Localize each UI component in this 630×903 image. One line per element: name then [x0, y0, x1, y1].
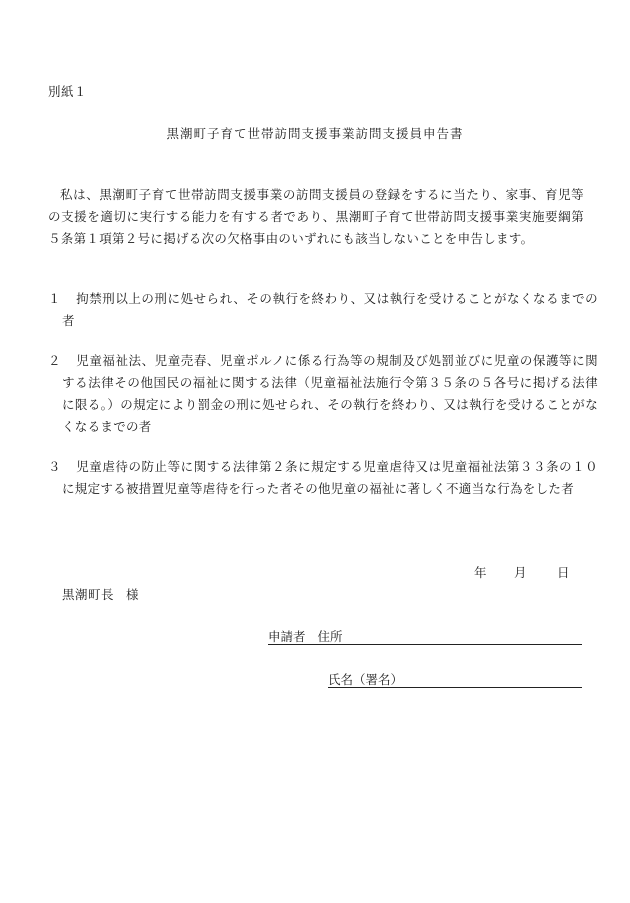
addressee-honorific: 様: [126, 587, 140, 602]
applicant-name-signature-field[interactable]: [328, 670, 582, 688]
item-text: 拘禁刑以上の刑に処せられ、その執行を終わり、又は執行を受けることがなくなるまでの者: [62, 291, 598, 328]
applicant-address-field[interactable]: [268, 627, 582, 645]
disqualification-item-3: [48, 456, 598, 500]
item-number: １: [48, 291, 61, 306]
annex-label: 別紙１: [48, 84, 88, 99]
disqualification-item-1: [48, 288, 598, 332]
addressee: [62, 585, 139, 603]
date-year-label: 年: [474, 565, 487, 580]
disqualification-item-2: [48, 350, 598, 438]
item-text: 児童福祉法、児童売春、児童ポルノに係る行為等の規制及び処罰並びに児童の保護等に関する法律その他国民の福祉に関する法律（児童福祉法施行令第３５条の５各号に掲げる法律に限る。）の規定により罰金の刑に処せられ、その執行を終わり、又は執行を受けることがなくなるまでの者: [62, 353, 598, 434]
item-text: 児童虐待の防止等に関する法律第２条に規定する児童虐待又は児童福祉法第３３条の１０に規定する被措置児童等虐待を行った者その他児童の福祉に著しく不適当な行為をした者: [62, 459, 598, 496]
date-month-label: 月: [514, 565, 527, 580]
address-label: 住所: [317, 629, 343, 644]
item-number: ３: [48, 459, 61, 474]
name-signature-label: 氏名（署名）: [328, 672, 404, 687]
addressee-name: 黒潮町長: [62, 587, 115, 602]
date-day-label: 日: [557, 565, 570, 580]
item-number: ２: [48, 353, 61, 368]
document-title: 黒潮町子育て世帯訪問支援事業訪問支援員申告書: [166, 126, 464, 141]
declaration-intro: 私は、黒潮町子育て世帯訪問支援事業の訪問支援員の登録をするに当たり、家事、育児等の支援を適切に実行する能力を有する者であり、黒潮町子育て世帯訪問支援事業実施要綱第５条第１項第２号に掲げる次の欠格事由のいずれにも該当しないことを申告します。: [48, 187, 584, 246]
applicant-role-label: 申請者: [268, 629, 306, 644]
